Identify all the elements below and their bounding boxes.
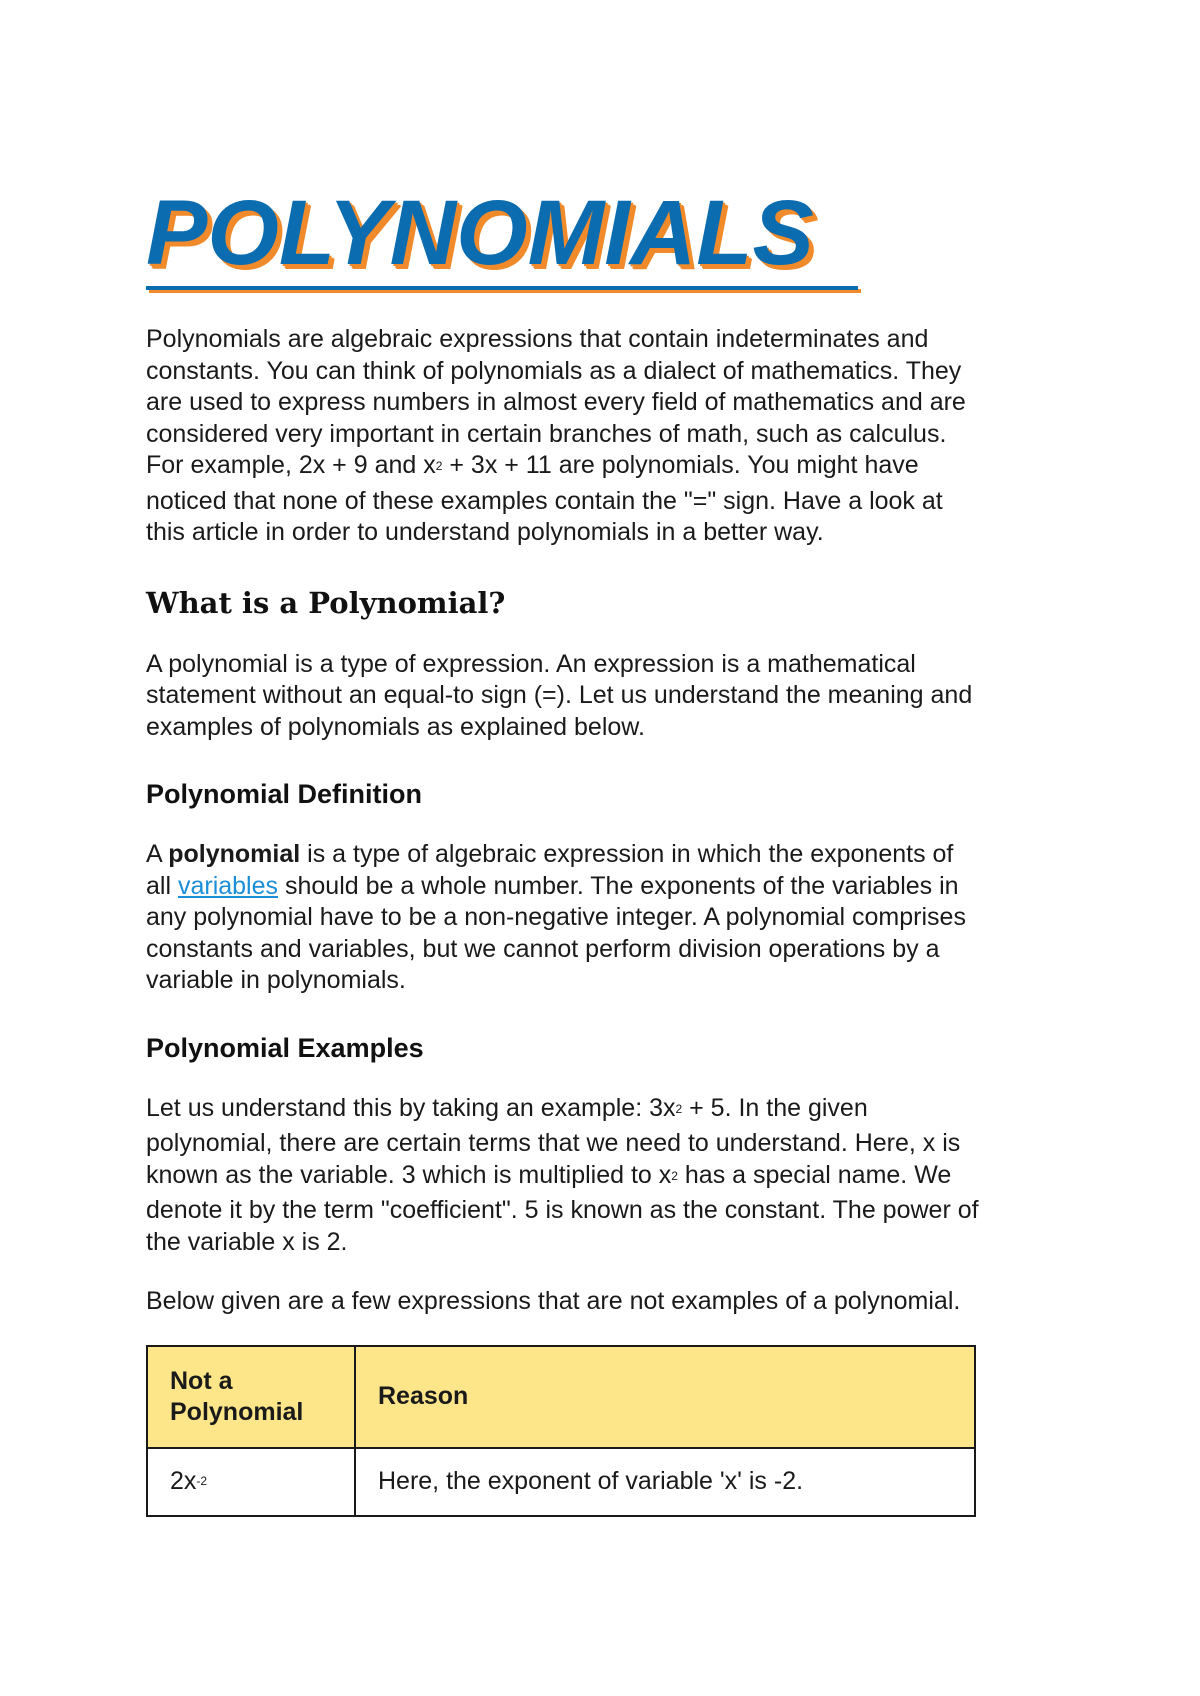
intro-line: For example, 2x + 9 and x2 + 3x + 11 are polynomials. You might have bbox=[146, 451, 919, 479]
superscript: 2 bbox=[435, 459, 443, 473]
what-paragraph bbox=[146, 649, 1086, 744]
what-line: examples of polynomials as explained below. bbox=[146, 712, 645, 741]
heading-polynomial-examples: Polynomial Examples bbox=[146, 1032, 424, 1063]
intro-paragraph bbox=[146, 324, 1086, 549]
superscript: 2 bbox=[675, 1101, 683, 1116]
cell-reason: Here, the exponent of variable 'x' is -2. bbox=[355, 1448, 975, 1516]
superscript: 2 bbox=[671, 1168, 678, 1183]
examples-line: known as the variable. 3 which is multiplied to x2 has a special name. We bbox=[146, 1160, 952, 1189]
heading-polynomial-definition: Polynomial Definition bbox=[146, 779, 423, 809]
examples-line: denote it by the term "coefficient". 5 is known as the constant. The power of bbox=[146, 1196, 979, 1224]
definition-line: constants and variables, but we cannot perform division operations by a bbox=[146, 934, 940, 963]
examples-line: the variable x is 2. bbox=[146, 1227, 348, 1256]
intro-line: are used to express numbers in almost every field of mathematics and are bbox=[146, 388, 966, 416]
what-line: A polynomial is a type of expression. An expression is a mathematical bbox=[146, 649, 916, 678]
intro-line: Polynomials are algebraic expressions that contain indeterminates and bbox=[146, 325, 929, 353]
definition-line: variable in polynomials. bbox=[146, 966, 406, 994]
below-given-text: Below given are a few expressions that are not examples of a polynomial. bbox=[146, 1287, 961, 1315]
definition-line: A polynomial is a type of algebraic expression in which the exponents of bbox=[146, 840, 954, 868]
intro-line: constants. You can think of polynomials as a dialect of mathematics. They bbox=[146, 356, 962, 385]
cell-expression: 2x-2 bbox=[147, 1448, 355, 1516]
superscript: -2 bbox=[196, 1474, 208, 1488]
variables-link[interactable]: variables bbox=[177, 871, 279, 900]
what-line: statement without an equal-to sign (=). Let us understand the meaning and bbox=[146, 681, 973, 709]
document-content bbox=[146, 178, 1086, 1517]
definition-line: any polynomial have to be a non-negative integer. A polynomial comprises bbox=[146, 903, 966, 931]
heading-what-is-polynomial: What is a Polynomial? bbox=[146, 585, 506, 620]
not-polynomial-table bbox=[146, 1345, 976, 1517]
bold-term: polynomial bbox=[168, 840, 301, 868]
examples-paragraph bbox=[146, 1093, 1086, 1259]
header-reason: Reason bbox=[355, 1346, 975, 1448]
header-not-a-polynomial: Not a Polynomial bbox=[147, 1346, 355, 1448]
definition-paragraph bbox=[146, 839, 1086, 997]
document-title: POLYNOMIALS bbox=[146, 182, 814, 284]
examples-line: polynomial, there are certain terms that we need to understand. Here, x is bbox=[146, 1129, 961, 1157]
intro-line: noticed that none of these examples contain the "=" sign. Have a look at bbox=[146, 486, 943, 515]
intro-line: this article in order to understand polynomials in a better way. bbox=[146, 518, 824, 546]
table-row bbox=[147, 1448, 975, 1516]
definition-line: all variables should be a whole number. The exponents of the variables in bbox=[146, 871, 959, 900]
examples-line: Let us understand this by taking an example: 3x2 + 5. In the given bbox=[146, 1093, 868, 1122]
intro-line: considered very important in certain branches of math, such as calculus. bbox=[146, 419, 947, 448]
table-header-row bbox=[147, 1346, 975, 1448]
